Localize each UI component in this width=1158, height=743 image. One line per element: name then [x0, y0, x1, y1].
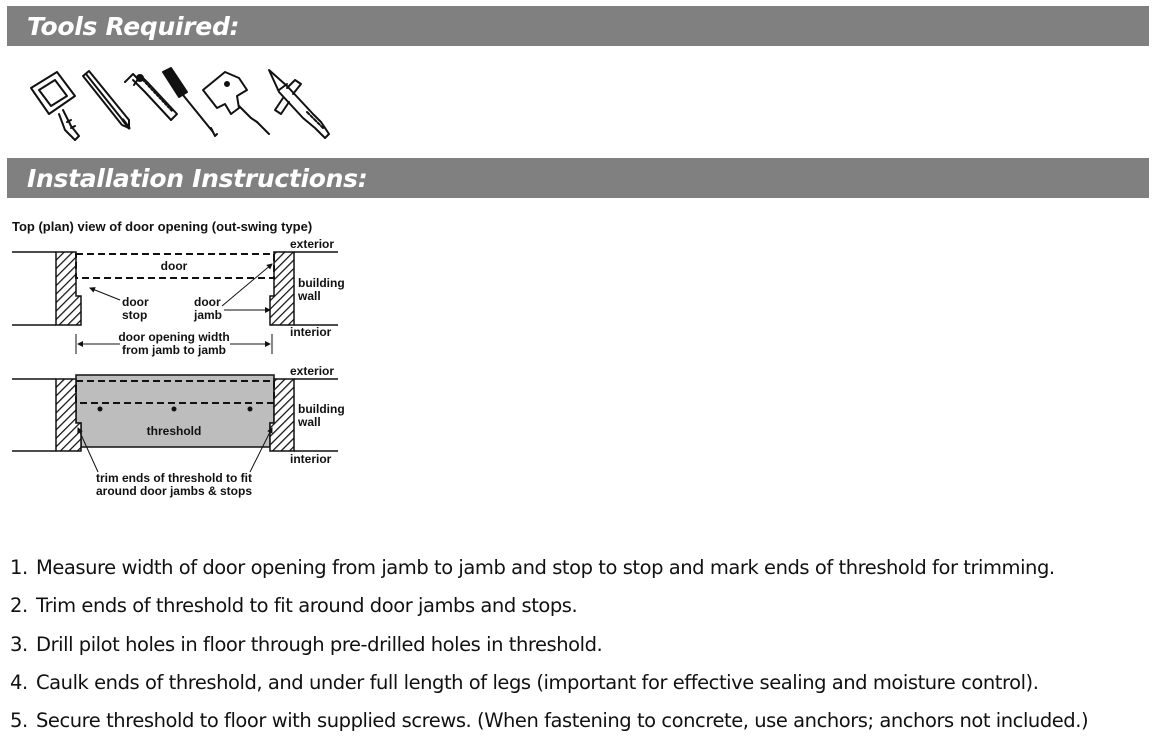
trim-note-2: around door jambs & stops	[95, 484, 253, 498]
interior-label: interior	[290, 325, 332, 339]
door-label: door	[160, 259, 188, 273]
step-number: 5.	[10, 709, 28, 733]
width-label-1: door opening width	[118, 330, 230, 344]
step-text: Caulk ends of threshold, and under full length of legs (important for effective sealing and moisture control).	[36, 670, 1039, 694]
installation-steps	[10, 549, 1088, 740]
step-text: Secure threshold to floor with supplied screws. (When fastening to concrete, use anchors; anchors not included.)	[36, 709, 1089, 733]
section-title: Tools Required:	[27, 12, 240, 41]
door-jamb-label-1: door	[194, 295, 221, 309]
width-label-2: from jamb to jamb	[121, 343, 227, 357]
pilot-hole	[98, 407, 103, 412]
step-number: 4.	[10, 670, 28, 694]
step-item	[10, 664, 1088, 702]
building-label-2: building	[298, 402, 345, 416]
left-wall-jamb	[56, 252, 81, 325]
drill-icon	[203, 72, 269, 134]
trim-note-1: trim ends of threshold to fit	[96, 471, 252, 485]
pencil-icon	[83, 71, 129, 128]
step-number: 3.	[10, 632, 28, 656]
pilot-hole	[248, 407, 253, 412]
step-item	[10, 626, 1088, 664]
exterior-label: exterior	[290, 237, 335, 251]
installation-instructions-header	[7, 158, 1149, 198]
building-label: building	[298, 276, 345, 290]
tape-measure-icon	[31, 72, 79, 140]
step-number: 1.	[10, 556, 28, 579]
door-stop-label-2: stop	[122, 308, 148, 322]
right-wall-jamb	[270, 252, 294, 325]
door-jamb-label-2: jamb	[194, 308, 223, 322]
plan-view-diagram	[8, 214, 368, 504]
exterior-label-2: exterior	[290, 364, 335, 378]
step-text: Drill pilot holes in floor through pre-drilled holes in threshold.	[36, 632, 603, 656]
step-number: 2.	[10, 594, 28, 618]
screwdriver-icon	[163, 68, 217, 136]
door-opening-plan	[12, 237, 345, 357]
step-item	[10, 549, 1088, 587]
step-item	[10, 587, 1088, 625]
door-stop-label-1: door	[122, 295, 149, 309]
diagram-caption: Top (plan) view of door opening (out-swing type)	[12, 219, 313, 234]
right-wall-jamb-2	[270, 379, 294, 451]
step-item	[10, 702, 1088, 740]
threshold-plan	[12, 364, 345, 498]
interior-label-2: interior	[290, 452, 332, 466]
pilot-hole	[172, 407, 177, 412]
step-text: Trim ends of threshold to fit around door jambs and stops.	[36, 594, 578, 618]
tools-row	[25, 62, 345, 144]
step-text: Measure width of door opening from jamb to jamb and stop to stop and mark ends of threshold for trimming.	[36, 556, 1055, 579]
tools-required-header	[7, 6, 1149, 46]
wall-label-2: wall	[298, 415, 321, 429]
threshold-label: threshold	[146, 424, 202, 438]
section-title: Installation Instructions:	[27, 164, 368, 193]
caulk-gun-icon	[269, 70, 329, 138]
wall-label: wall	[298, 289, 321, 303]
